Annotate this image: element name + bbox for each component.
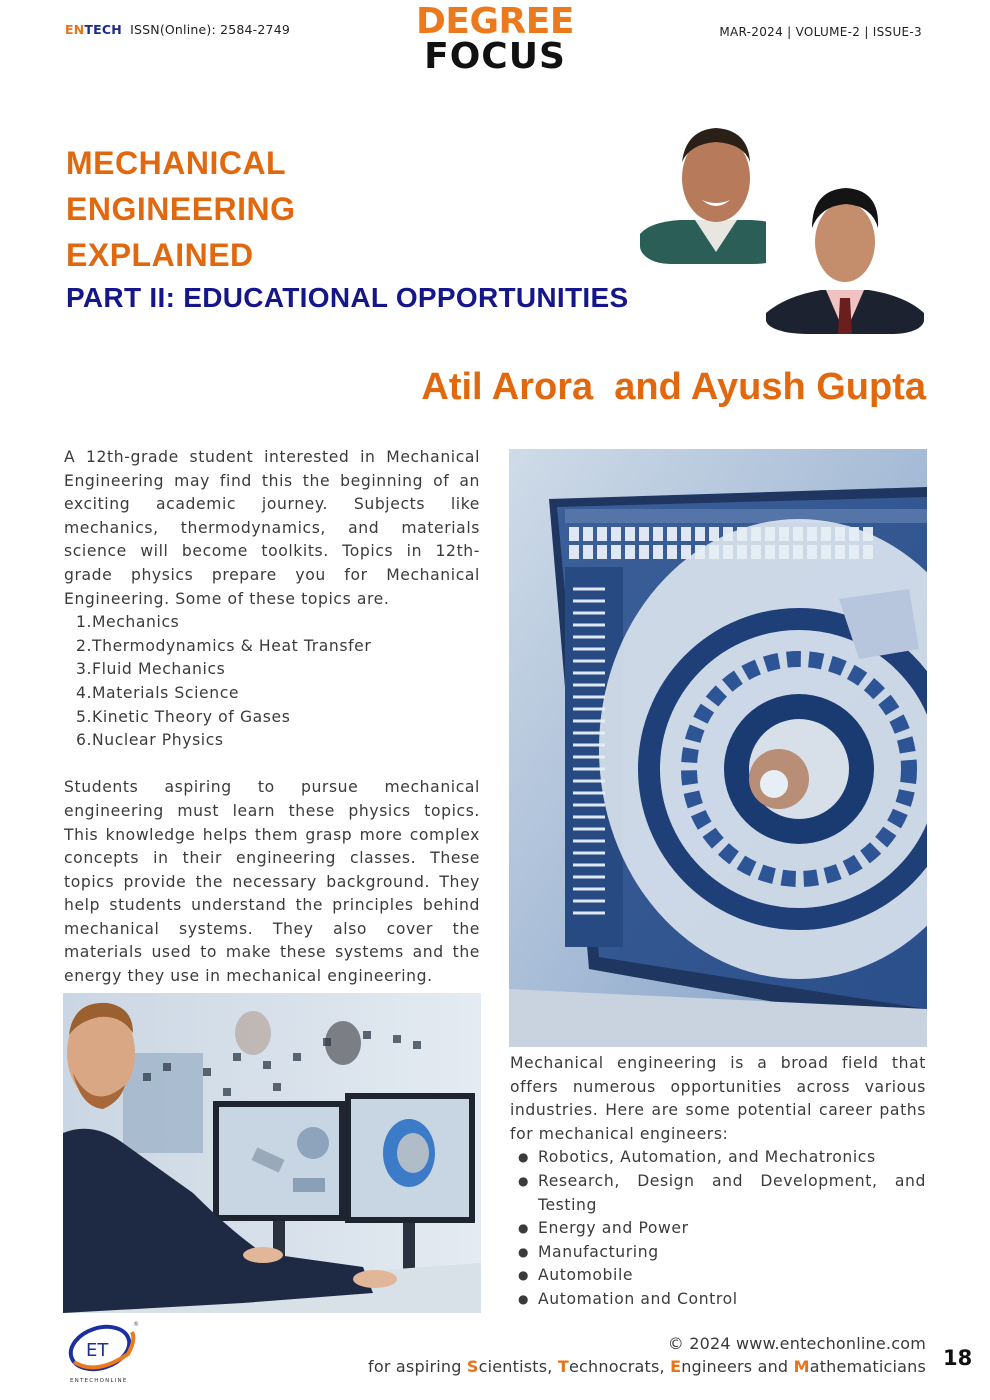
list-item: ● Robotics, Automation, and Mechatronics — [518, 1146, 926, 1170]
cad-monitor-image — [509, 449, 927, 1047]
title-line-1: MECHANICAL — [66, 145, 287, 181]
issn-text: ISSN(Online): 2584-2749 — [130, 22, 291, 37]
right-column — [510, 1052, 926, 1312]
second-paragraph: Students aspiring to pursue mechanical engineering must learn these physics topics. This knowledge helps them grasp more complex concepts in their engineering classes. These topics provide the necessary background. They help students understand the principles behind mechanical systems. They also cover the materials used to make these systems and the energy they use in mechanical engineering. — [64, 778, 480, 986]
title-line-3: EXPLAINED — [66, 237, 254, 273]
list-item: 4. Materials Science — [76, 683, 240, 702]
career-intro: Mechanical engineering is a broad field that offers numerous opportunities across various industries. Here are some potential career paths for mechanical engineers: — [510, 1054, 926, 1143]
page-number: 18 — [943, 1346, 973, 1370]
bullet-icon: ● — [518, 1221, 530, 1236]
physics-topics-list — [64, 611, 480, 753]
list-item: 3. Fluid Mechanics — [76, 660, 226, 679]
brand-en: EN — [65, 22, 85, 37]
bullet-icon: ● — [518, 1291, 530, 1306]
entechonline-logo — [66, 1318, 141, 1386]
list-item: ● Automobile — [518, 1264, 926, 1288]
svg-text:®: ® — [133, 1321, 139, 1328]
engineer-at-workstation-image — [63, 993, 481, 1313]
bullet-icon: ● — [518, 1150, 530, 1165]
list-item: ● Automation and Control — [518, 1288, 926, 1312]
list-item: ● Energy and Power — [518, 1217, 926, 1241]
career-paths-list — [510, 1146, 926, 1311]
list-item: 5. Kinetic Theory of Gases — [76, 707, 291, 726]
author-photo-2 — [766, 178, 924, 334]
list-item: 1. Mechanics — [76, 613, 180, 632]
left-column — [64, 446, 480, 989]
issue-info: MAR-2024 | VOLUME-2 | ISSUE-3 — [719, 25, 922, 39]
svg-text:ET: ET — [86, 1340, 109, 1361]
list-item: 6. Nuclear Physics — [76, 731, 224, 750]
svg-text:ENTECHONLINE: ENTECHONLINE — [70, 1378, 128, 1384]
list-item: ● Manufacturing — [518, 1241, 926, 1265]
article-authors: Atil Arora and Ayush Gupta — [421, 366, 926, 408]
bullet-icon: ● — [518, 1173, 530, 1188]
masthead-logo — [410, 1, 580, 78]
article-title-block — [66, 140, 628, 318]
article-subtitle: PART II: EDUCATIONAL OPPORTUNITIES — [66, 282, 629, 313]
title-line-2: ENGINEERING — [66, 191, 296, 227]
masthead-focus: FOCUS — [424, 36, 566, 78]
bullet-icon: ● — [518, 1268, 530, 1283]
copyright-text: © 2024 www.entechonline.com — [667, 1334, 926, 1353]
list-item: ● Research, Design and Development, and Testing — [518, 1170, 926, 1217]
bullet-icon: ● — [518, 1244, 530, 1259]
issn-header — [65, 22, 290, 37]
intro-paragraph: A 12th-grade student interested in Mechanical Engineering may find this the beginning of an exciting academic journey. Subjects like mechanics, thermodynamics, and materials science will become toolkits. Topics in 12th-grade physics prepare you for Mechanical Engineering. Some of these topics are. — [64, 448, 480, 608]
tagline: for aspiring Scientists, Technocrats, Engineers and Mathematicians — [368, 1357, 926, 1376]
list-item: 2. Thermodynamics & Heat Transfer — [76, 636, 372, 655]
masthead-degree: DEGREE — [416, 1, 574, 42]
brand-tech: TECH — [84, 22, 122, 37]
